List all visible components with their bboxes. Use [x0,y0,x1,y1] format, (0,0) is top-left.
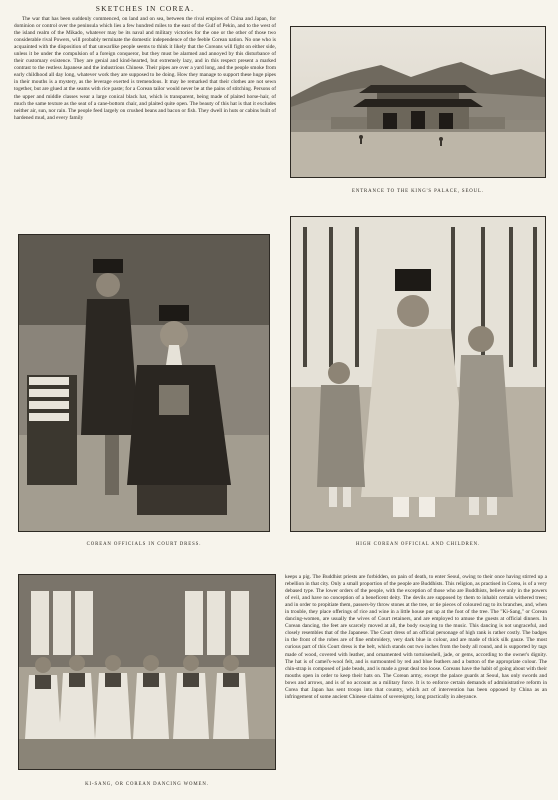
figure-caption: ENTRANCE TO THE KING'S PALACE, SEOUL. [352,189,484,194]
article-paragraph: keeps a pig. The Buddhist priests are forbidden, on pain of death, to enter Seoul, owing to their once having stirred up a rebellion in that city. Only a small proportion of the people are Buddhists. This religion, as practised in Corea, is of a very debased type. The lower orders of the people, with the exception of those who are Buddhists, believe only in the powers of evil, and have no conception of a beneficent deity. The devils are supposed by them to inhabit certain withered trees; and in order to propitiate them, passers-by throw stones at the tree, or tie pieces of coloured rag to its branches, and, when in trouble, they place offerings of rice and wine in a little house put up at the foot of the tree. The "Ki-Sang," or Corean dancing-women, are usually the wives of Court retainers, and are employed to amuse the guests at official dinners. In Corean dancing, the feet are scarcely moved at all, the body swaying to the music. This dancing is not ungraceful, and closely resembles that of the Japanese. The Court dress of an official personage of high rank is rather costly. The badges in the front of the robes are of fine embroidery, very dark blue in colour, and are made of thick silk gauze. The most curious part of this Court dress is the belt, which stands out two inches from the body all round, and is supported by tags made of wood, covered with leather, and ornamented with tortoiseshell, jade, or gems, according to the owner's dignity. The hat is of camel's-wool felt, and is surmounted by red and blue feathers and a button of the appropriate colour. The chin-strap is composed of jade beads, and is made a great deal too loose. Coreans have the habit of going about with their mouths open in order to keep their hats on. The Corean army, except the palace guards at Seoul, has only swords and bows and arrows, and is of no account as a military force. It is to enforce certain demands of administrative reform in Corea that Japan has sent troops into that country, which act of intervention has been opposed by China as an infringement of some ancient Chinese claims of sovereignty, long practically in abeyance. [285,574,547,700]
official-children-photo [290,216,546,532]
article-title: SKETCHES IN COREA. [95,4,195,13]
article-text-column-2 [285,574,547,798]
officials-photo [18,234,270,532]
article-text-column-1 [14,16,276,208]
dancers-photo [18,574,276,770]
palace-gate-photo [290,26,546,178]
figure-caption: HIGH COREAN OFFICIAL AND CHILDREN. [355,542,481,547]
article-paragraph: The war that has been suddenly commenced, on land and on sea, between the rival empires of China and Japan, for dominion or control over the peninsula which lies a few hundred miles to the east of the Gulf of Pekin, and to the west of the island realm of the Mikado, whatever may be its naval and military victories for the one or the other of those two considerable rival Powers, will probably terminate the domestic independence of the feeble Corean nation. No one who is acquainted with the disposition of that unwarlike people seems to think it likely that the Coreans will fight on either side, unless it be under the compulsion of a foreign conqueror, but they must be alarmed and annoyed by this disturbance of their customary existence. They are genial and kind-hearted, but extremely lazy, and in this respect present a marked contrast to the restless Japanese and the industrious Chinese. Their pipes are over a yard long, and the people smoke from early childhood all day long, whatever work they are supposed to be doing. How they manage to support these huge pipes in their mouths is a mystery, as the leverage exerted is tremendous. It may be remarked that their clothes are not sewn together, but are glued at the seams with rice paste; for a Corean tailor would never be at the pains of stitching. Persons of the upper and middle classes wear a large conical black hat, which is transparent, being made of plaited horse-hair, of much the same texture as the seat of a cane-bottom chair, and plaited quite open. The beauty of this hat is that it excludes neither air, sun, nor rain. The people feed largely on crushed beans and bacon or fish. They dwell in huts or cabins built of hardened mud, and every family [14,16,276,121]
figure-caption: KI-SANG, OR COREAN DANCING WOMEN. [85,782,209,787]
figure-caption: COREAN OFFICIALS IN COURT DRESS. [86,542,202,547]
